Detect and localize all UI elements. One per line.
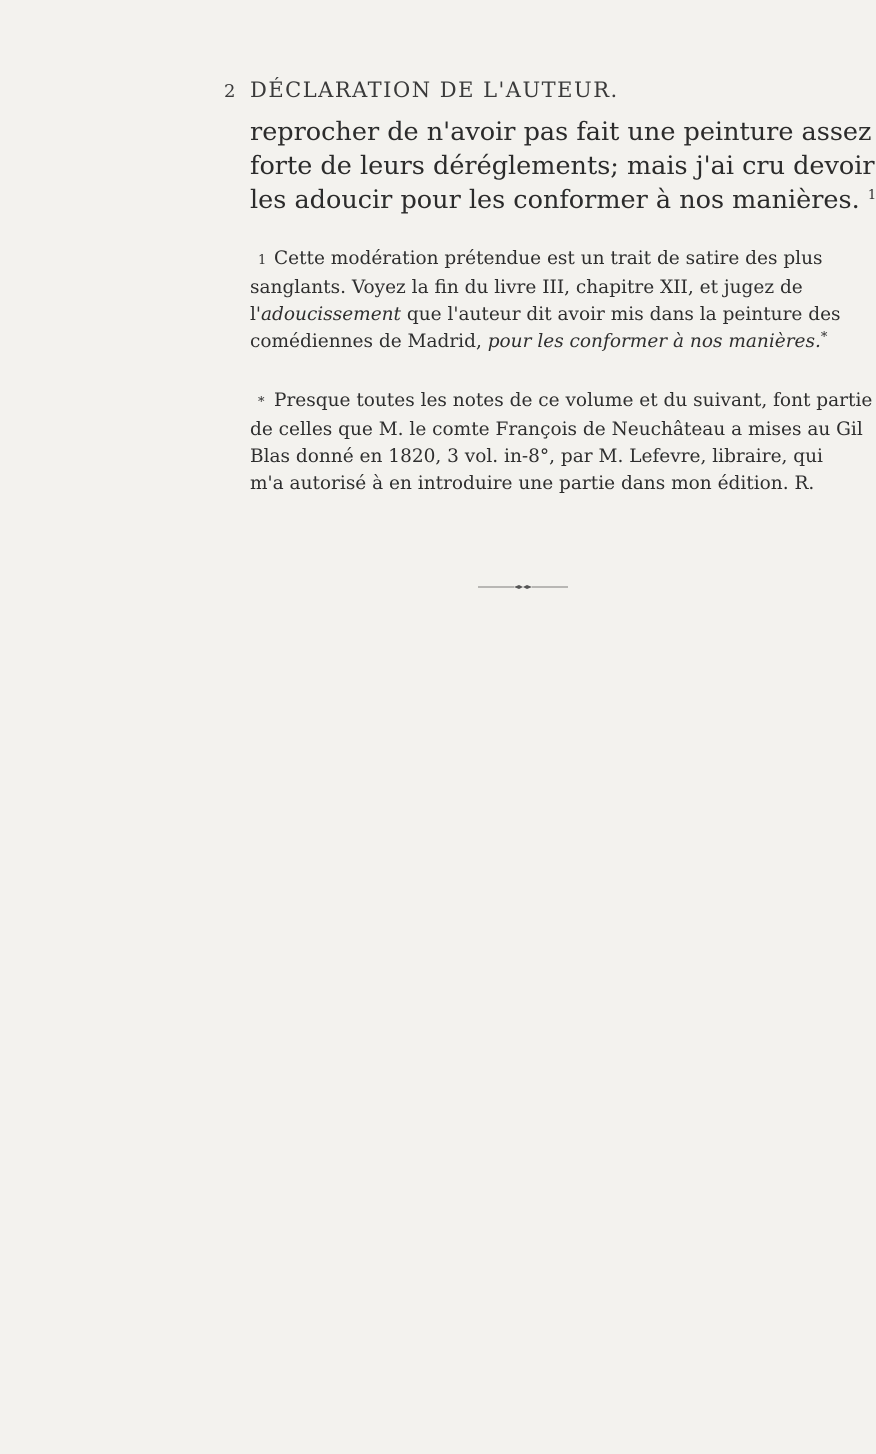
footnote-line bbox=[250, 301, 841, 328]
footnote-text: comédiennes de Madrid, bbox=[250, 331, 488, 352]
footnote-text: Cette modération prétendue est un trait de satire des plus bbox=[274, 248, 823, 269]
footnote-line bbox=[250, 387, 873, 416]
body-line: reprocher de n'avoir pas fait une peinture assez bbox=[250, 117, 872, 147]
body-line-last bbox=[250, 183, 876, 217]
footnote-line: de celles que M. le comte François de Neuchâteau a mises au Gil bbox=[250, 419, 863, 440]
footnote-text: l' bbox=[250, 304, 262, 325]
footnote-text: Presque toutes les notes de ce volume et du suivant, font partie bbox=[274, 390, 873, 411]
ornament-divider-icon bbox=[478, 584, 568, 590]
footnote-marker: 1 bbox=[258, 253, 267, 268]
running-header bbox=[224, 78, 770, 102]
footnote-reference: 1 bbox=[867, 188, 876, 203]
footnote-marker: * bbox=[258, 395, 265, 410]
body-paragraph bbox=[250, 115, 876, 217]
footnote-line: Blas donné en 1820, 3 vol. in-8°, par M. Lefevre, libraire, qui bbox=[250, 446, 823, 467]
footnote-line bbox=[250, 328, 828, 355]
footnote-star-reference: * bbox=[820, 330, 828, 345]
footnote-one bbox=[250, 245, 841, 355]
footnote-text: que l'auteur dit avoir mis dans la peinture des bbox=[401, 304, 841, 325]
footnote-two bbox=[250, 387, 873, 497]
page-number: 2 bbox=[224, 81, 237, 102]
footnote-line: m'a autorisé à en introduire une partie dans mon édition. R. bbox=[250, 473, 815, 494]
footnote-italic: adoucissement bbox=[261, 304, 401, 325]
footnote-line bbox=[250, 245, 823, 274]
body-line-text: les adoucir pour les conformer à nos manières. bbox=[250, 185, 860, 215]
ornamental-rule bbox=[478, 584, 568, 590]
footnote-italic: pour les conformer à nos manières. bbox=[487, 331, 821, 352]
body-line: forte de leurs déréglements; mais j'ai cru devoir bbox=[250, 151, 875, 181]
running-title: DÉCLARATION DE L'AUTEUR. bbox=[250, 78, 619, 102]
footnote-line: sanglants. Voyez la fin du livre III, chapitre XII, et jugez de bbox=[250, 277, 803, 298]
